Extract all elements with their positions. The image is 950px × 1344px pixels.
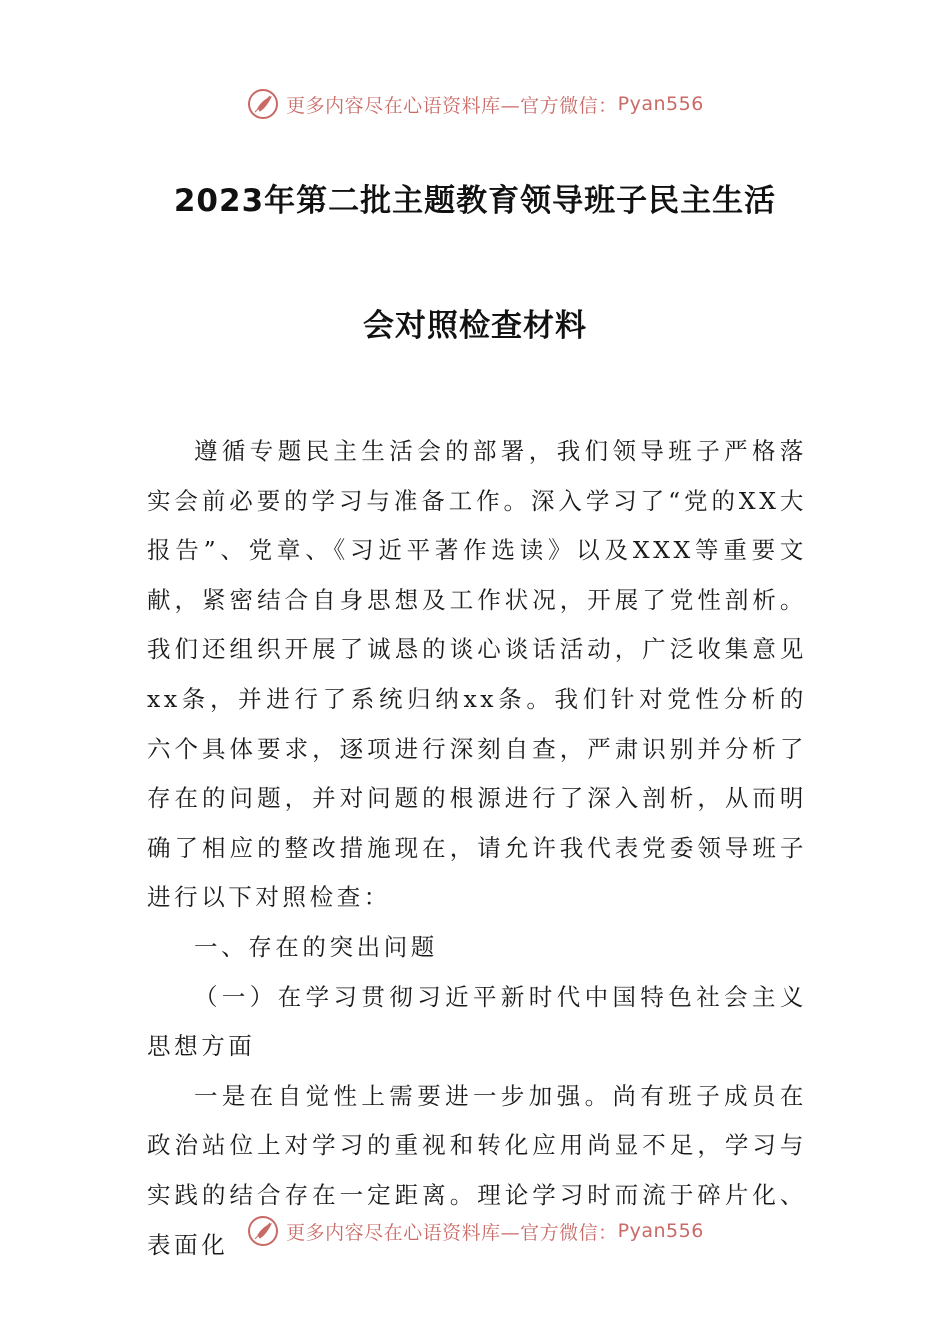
quill-logo-icon [246,1214,280,1248]
watermark-wechat-id: Pyan556 [617,1220,704,1242]
watermark-text: 更多内容尽在心语资料库—官方微信： [286,94,618,117]
document-title-line-1: 2023年第二批主题教育领导班子民主生活 [173,183,777,219]
paragraph-point-one: 一是在自觉性上需要进一步加强。尚有班子成员在政治站位上对学习的重视和转化应用尚显不足，学习与实践的结合存在一定距离。理论学习时而流于碎片化、表面化 [147,1081,807,1259]
watermark-footer [0,1211,950,1251]
watermark-text: 更多内容尽在心语资料库—官方微信： [286,1221,618,1244]
watermark-header [0,84,950,124]
paragraph-intro: 遵循专题民主生活会的部署，我们领导班子严格落实会前必要的学习与准备工作。深入学习了“党的XX大报告”、党章、《习近平著作选读》以及XXX等重要文献，紧密结合自身思想及工作状况，开展了党性剖析。我们还组织开展了诚恳的谈心谈话活动，广泛收集意见xx条，并进行了系统归纳xx条。我们针对党性分析的六个具体要求，逐项进行深刻自查，严肃识别并分析了存在的问题，并对问题的根源进行了深入剖析，从而明确了相应的整改措施现在，请允许我代表党委领导班子进行以下对照检查： [147,437,807,912]
document-title-line-2: 会对照检查材料 [363,308,587,344]
document-body [147,427,807,1270]
section-heading-problems: 一、存在的突出问题 [194,932,438,961]
subsection-heading-study: （一）在学习贯彻习近平新时代中国特色社会主义思想方面 [147,982,807,1061]
watermark-wechat-id: Pyan556 [617,93,704,115]
quill-logo-icon [246,87,280,121]
